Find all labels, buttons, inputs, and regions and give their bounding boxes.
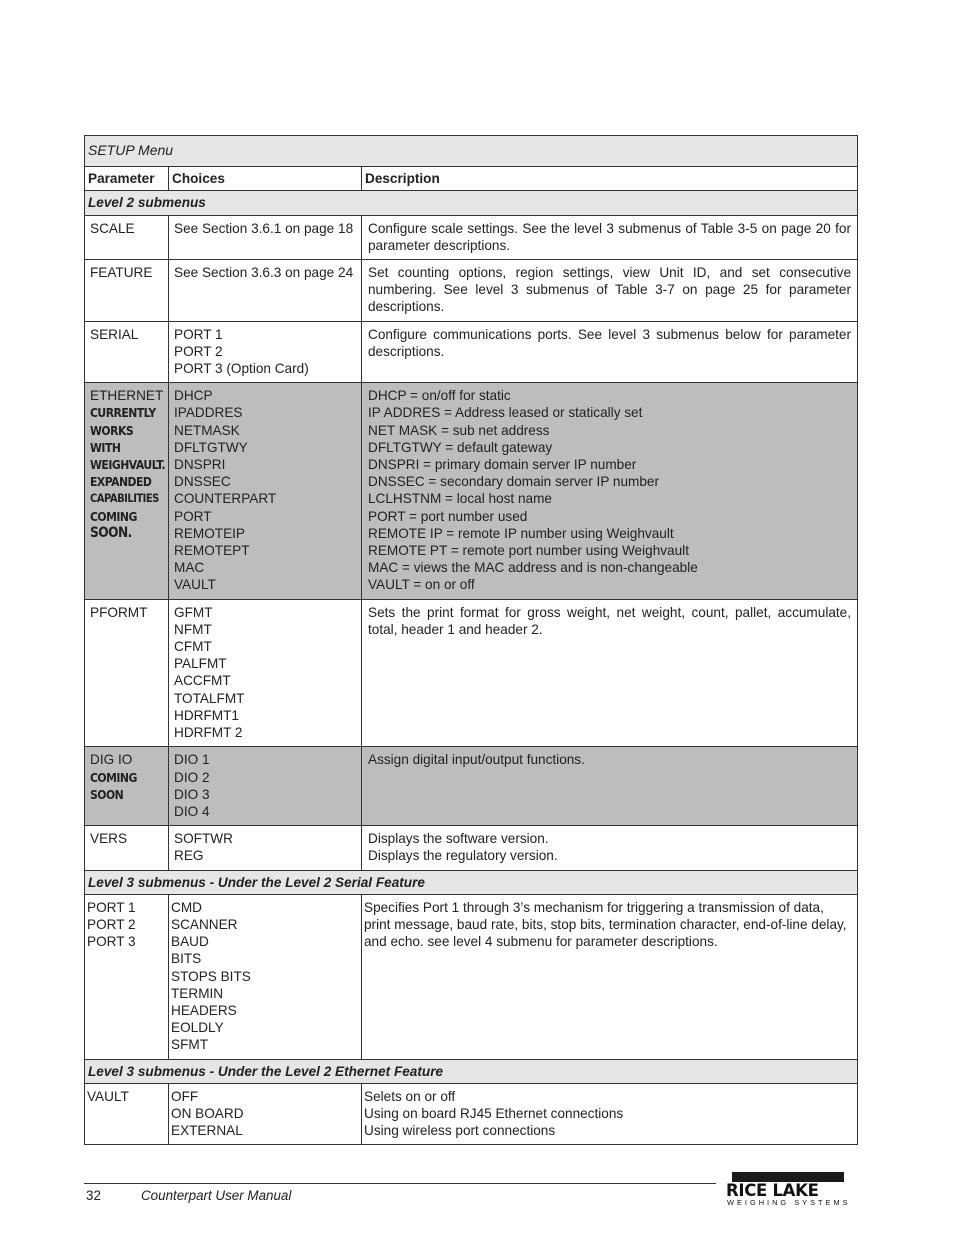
description-line: Configure communications ports. See level 3 submenus below for parameter descriptions. <box>368 326 852 359</box>
choice-line: REMOTEPT <box>174 543 250 559</box>
page-number: 32 <box>86 1188 101 1203</box>
setup-menu-table-container <box>84 135 857 1145</box>
description-cell <box>362 383 858 599</box>
description-line: Using wireless port connections <box>364 1123 556 1139</box>
choice-line: ACCFMT <box>174 673 231 689</box>
description-line: IP ADDRES = Address leased or statically set <box>368 405 643 421</box>
choice-line: DFLTGTWY <box>174 439 248 455</box>
availability-note: SOON <box>90 786 124 802</box>
logo-sub-text: WEIGHING SYSTEMS <box>727 1198 851 1207</box>
availability-note: COMING <box>90 508 137 524</box>
parameter-line: VERS <box>90 831 128 847</box>
table-title-row <box>85 136 858 167</box>
section-heading-row <box>85 870 858 894</box>
choice-line: ON BOARD <box>171 1105 244 1121</box>
availability-note: SOON. <box>90 524 132 541</box>
description-line: Set counting options, region settings, view Unit ID, and set consecutive numbering. See level 3 submenus of Table 3-7 on page 25 for parameter descriptions. <box>368 265 852 315</box>
choice-line: DHCP <box>174 388 213 404</box>
choice-line: PORT 2 <box>174 343 223 359</box>
choice-line: VAULT <box>174 577 216 593</box>
parameter-cell <box>85 894 169 1059</box>
choice-line: HDRFMT1 <box>174 707 239 723</box>
choices-cell <box>169 1083 362 1145</box>
description-cell <box>362 321 858 383</box>
description-line: Using on board RJ45 Ethernet connections <box>364 1105 624 1121</box>
choice-line: HEADERS <box>171 1002 237 1018</box>
choice-line: SCANNER <box>171 916 238 932</box>
parameter-line: SCALE <box>90 220 135 236</box>
parameter-line: PORT 2 <box>87 916 136 932</box>
parameter-line: VAULT <box>87 1088 129 1104</box>
choice-line: HDRFMT 2 <box>174 725 243 741</box>
choices-cell <box>169 215 362 259</box>
parameter-cell <box>85 747 169 826</box>
section-heading: Level 3 submenus - Under the Level 2 Ethernet Feature <box>85 1059 858 1083</box>
description-line: Sets the print format for gross weight, net weight, count, pallet, accumulate, total, header 1 and header 2. <box>368 604 852 637</box>
description-line: Displays the software version. <box>368 831 549 847</box>
table-row <box>85 826 858 870</box>
description-line: DHCP = on/off for static <box>368 388 511 404</box>
parameter-line: SERIAL <box>90 326 139 342</box>
choice-line: DIO 3 <box>174 786 210 802</box>
choice-line: SOFTWR <box>174 831 233 847</box>
setup-menu-table <box>84 135 858 1145</box>
description-cell <box>362 215 858 259</box>
description-cell <box>362 747 858 826</box>
choice-line: PALFMT <box>174 656 227 672</box>
description-cell <box>362 894 858 1059</box>
choice-line: GFMT <box>174 604 213 620</box>
table-row <box>85 215 858 259</box>
choice-line: SFMT <box>171 1037 208 1053</box>
table-title: SETUP Menu <box>85 136 858 167</box>
header-description: Description <box>362 167 858 191</box>
description-line: REMOTE PT = remote port number using Weighvault <box>368 543 689 559</box>
table-row <box>85 260 858 322</box>
header-choices: Choices <box>169 167 362 191</box>
section-heading: Level 3 submenus - Under the Level 2 Serial Feature <box>85 870 858 894</box>
choice-line: CFMT <box>174 639 212 655</box>
section-heading-row <box>85 1059 858 1083</box>
choice-line: EXTERNAL <box>171 1123 243 1139</box>
parameter-line: PFORMT <box>90 604 148 620</box>
choice-line: TOTALFMT <box>174 690 245 706</box>
choice-line: TERMIN <box>171 985 224 1001</box>
table-row <box>85 321 858 383</box>
parameter-line: ETHERNET <box>90 388 164 404</box>
choice-line: See Section 3.6.3 on page 24 <box>174 265 354 281</box>
description-line: Configure scale settings. See the level 3 submenus of Table 3-5 on page 20 for parameter descriptions. <box>368 220 852 253</box>
table-row <box>85 747 858 826</box>
rice-lake-logo <box>724 1172 852 1208</box>
parameter-cell <box>85 215 169 259</box>
choice-line: REMOTEIP <box>174 525 245 541</box>
description-line: PORT = port number used <box>368 508 528 524</box>
choice-line: DNSSEC <box>174 474 231 490</box>
description-line: MAC = views the MAC address and is non-changeable <box>368 560 698 576</box>
choice-line: DNSPRI <box>174 457 226 473</box>
parameter-cell <box>85 260 169 322</box>
table-row <box>85 599 858 747</box>
description-line: Assign digital input/output functions. <box>368 752 585 768</box>
choices-cell <box>169 260 362 322</box>
choice-line: STOPS BITS <box>171 968 251 984</box>
parameter-cell <box>85 383 169 599</box>
availability-note: CAPABILITIES <box>90 491 159 506</box>
choices-cell <box>169 894 362 1059</box>
choice-line: IPADDRES <box>174 405 243 421</box>
parameter-line: DIG IO <box>90 752 133 768</box>
table-row <box>85 1083 858 1145</box>
description-line: Specifies Port 1 through 3’s mechanism for triggering a transmission of data, print message, baud rate, bits, stop bits, termination character, end-of-line delay, and echo. see level 4 submenu for parameter descriptions. <box>364 899 847 950</box>
header-parameter: Parameter <box>85 167 169 191</box>
section-heading-row <box>85 191 858 215</box>
availability-note: WORKS <box>90 422 134 438</box>
description-cell <box>362 826 858 870</box>
choice-line: BITS <box>171 951 202 967</box>
choice-line: CMD <box>171 899 202 915</box>
logo-main-text: RICE LAKE <box>726 1181 819 1200</box>
parameter-line: PORT 3 <box>87 934 136 950</box>
section-heading: Level 2 submenus <box>85 191 858 215</box>
manual-title: Counterpart User Manual <box>141 1188 292 1203</box>
choice-line: PORT 3 (Option Card) <box>174 361 309 377</box>
parameter-cell <box>85 321 169 383</box>
parameter-line: PORT 1 <box>87 899 136 915</box>
description-line: REMOTE IP = remote IP number using Weighvault <box>368 525 674 541</box>
description-line: Selets on or off <box>364 1088 456 1104</box>
choices-cell <box>169 747 362 826</box>
availability-note: COMING <box>90 769 137 785</box>
choice-line: BAUD <box>171 934 209 950</box>
choice-line: See Section 3.6.1 on page 18 <box>174 220 354 236</box>
choices-cell <box>169 599 362 747</box>
parameter-line: FEATURE <box>90 265 153 281</box>
choices-cell <box>169 383 362 599</box>
description-line: DNSSEC = secondary domain server IP number <box>368 474 660 490</box>
description-cell <box>362 1083 858 1145</box>
description-line: LCLHSTNM = local host name <box>368 491 552 507</box>
choice-line: PORT 1 <box>174 326 223 342</box>
choices-cell <box>169 826 362 870</box>
choice-line: REG <box>174 848 204 864</box>
availability-note: EXPANDED <box>90 474 152 490</box>
parameter-cell <box>85 1083 169 1145</box>
availability-note: CURRENTLY <box>90 405 156 421</box>
choice-line: NFMT <box>174 621 212 637</box>
choice-line: DIO 4 <box>174 803 210 819</box>
description-line: DNSPRI = primary domain server IP number <box>368 457 637 473</box>
availability-note: WITH <box>90 439 121 455</box>
choice-line: OFF <box>171 1088 199 1104</box>
choice-line: PORT <box>174 508 212 524</box>
parameter-cell <box>85 599 169 747</box>
table-row <box>85 894 858 1059</box>
table-row <box>85 383 858 599</box>
parameter-cell <box>85 826 169 870</box>
choice-line: NETMASK <box>174 422 240 438</box>
description-cell <box>362 260 858 322</box>
description-line: DFLTGTWY = default gateway <box>368 439 553 455</box>
choice-line: EOLDLY <box>171 1020 224 1036</box>
description-cell <box>362 599 858 747</box>
choice-line: COUNTERPART <box>174 491 277 507</box>
choice-line: MAC <box>174 560 205 576</box>
choice-line: DIO 2 <box>174 769 210 785</box>
choice-line: DIO 1 <box>174 752 210 768</box>
availability-note: WEIGHVAULT. <box>90 457 166 473</box>
table-header-row <box>85 167 858 191</box>
description-line: Displays the regulatory version. <box>368 848 558 864</box>
description-line: NET MASK = sub net address <box>368 422 550 438</box>
description-line: VAULT = on or off <box>368 577 475 593</box>
choices-cell <box>169 321 362 383</box>
footer-rule <box>84 1183 716 1184</box>
